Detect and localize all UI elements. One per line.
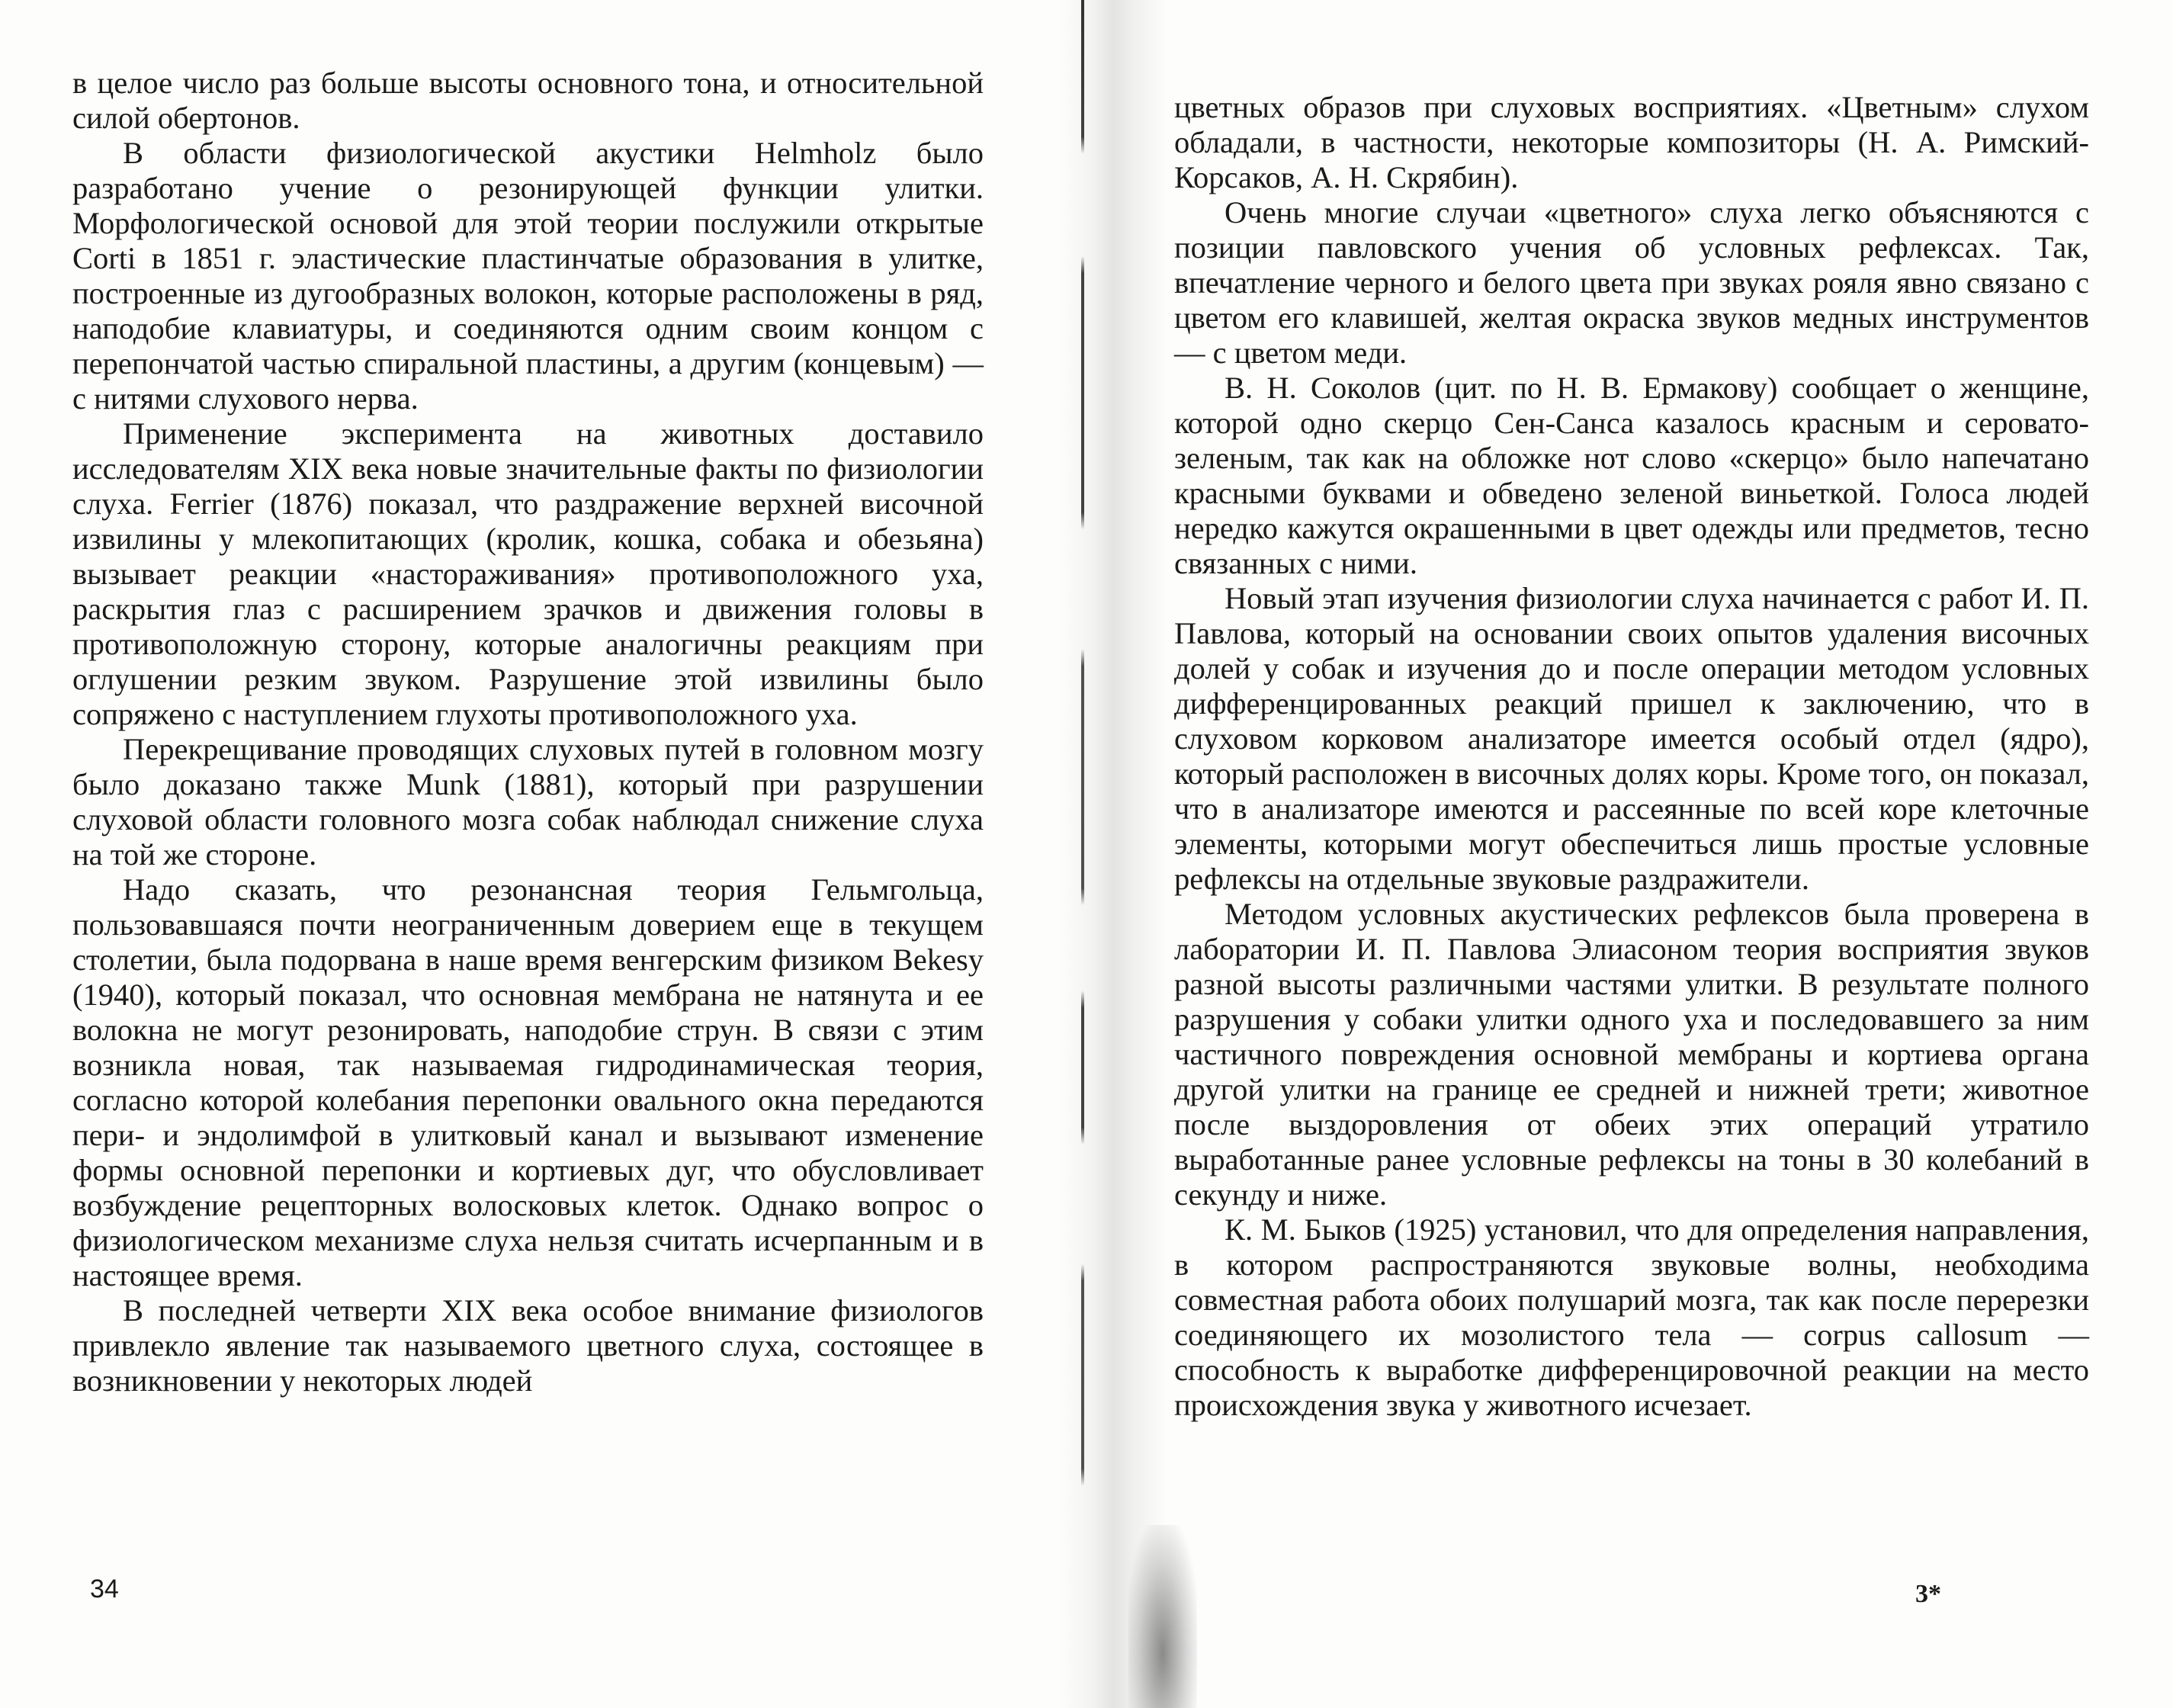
- paragraph: Надо сказать, что резонансная теория Гельмгольца, пользовавшаяся почти неограниченным доверием еще в текущем столетии, была подорвана в наше время венгерским физиком Bekesy (1940), который показал, что основная мембрана не натянута и ее волокна не могут резонировать, наподобие струн. В связи с этим возникла новая, так называемая гидродинамическая теория, согласно которой колебания перепонки овального окна передаются пери- и эндолимфой в улитковый канал и вызывают изменение формы основной перепонки и кортиевых дуг, что обусловливает возбуждение рецепторных волосковых клеток. Однако вопрос о физиологическом механизме слуха нельзя считать исчерпанным и в настоящее время.: [72, 872, 984, 1292]
- signature-mark: 3*: [1915, 1580, 1941, 1608]
- paragraph: В. Н. Соколов (цит. по Н. В. Ермакову) сообщает о женщине, которой одно скерцо Сен-Санса казалось красным и серовато-зеленым, так как на обложке нот слово «скерцо» было напечатано красными буквами и обведено зеленой виньеткой. Голоса людей нередко кажутся окрашенными в цвет одежды или предметов, тесно связанных с ними.: [1174, 371, 2089, 580]
- paragraph: В последней четверти XIX века особое внимание физиологов привлекло явление так называемого цветного слуха, состоящее в возникновении у некоторых людей: [72, 1293, 984, 1398]
- paragraph: В области физиологической акустики Helmholz было разработано учение о резонирующей функции улитки. Морфологической основой для этой теории послужили открытые Corti в 1851 г. эластические пластинчатые образования в улитке, построенные из дугообразных волокон, которые расположены в ряд, наподобие клавиатуры, и соединяются одним своим концом с перепончатой частью спиральной пластины, а другим (концевым) — с нитями слухового нерва.: [72, 136, 984, 416]
- right-page: [1106, 0, 2173, 1708]
- paragraph: Методом условных акустических рефлексов была проверена в лаборатории И. П. Павлова Элиасоном теория восприятия звуков разной высоты различными частями улитки. В результате полного разрушения у собаки улитки одного уха и последовавшего за ним частичного повреждения основной мембраны и кортиева органа другой улитки на границе ее средней и нижней трети; животное после выздоровления от обеих этих операций утратило выработанные ранее условные рефлексы на тоны в 30 колебаний в секунду и ниже.: [1174, 897, 2089, 1212]
- paragraph: Очень многие случаи «цветного» слуха легко объясняются с позиции павловского учения об условных рефлексах. Так, впечатление черного и белого цвета при звуках рояля явно связано с цветом его клавишей, желтая окраска звуков медных инструментов — с цветом меди.: [1174, 195, 2089, 370]
- page-number: 34: [90, 1575, 119, 1604]
- paragraph: в целое число раз больше высоты основного тона, и относительной силой обертонов.: [72, 66, 984, 135]
- right-page-text: [1174, 90, 2089, 1423]
- paragraph: К. М. Быков (1925) установил, что для определения направления, в котором распространяются звуковые волны, необходима совместная работа обоих полушарий мозга, так как после перерезки соединяющего их мозолистого тела — corpus callosum — способность к выработке дифференцировочной реакции на место происхождения звука у животного исчезает.: [1174, 1212, 2089, 1422]
- paragraph: Перекрещивание проводящих слуховых путей в головном мозгу было доказано также Munk (1881), который при разрушении слуховой области головного мозга собак наблюдал снижение слуха на той же стороне.: [72, 732, 984, 872]
- gutter-edge: [1081, 0, 1084, 1708]
- paragraph: цветных образов при слуховых восприятиях. «Цветным» слухом обладали, в частности, некоторые композиторы (Н. А. Римский-Корсаков, А. Н. Скрябин).: [1174, 90, 2089, 194]
- paragraph: Применение эксперимента на животных доставило исследователям XIX века новые значительные факты по физиологии слуха. Ferrier (1876) показал, что раздражение верхней височной извилины у млекопитающих (кролик, кошка, собака и обезьяна) вызывает реакции «настораживания» противоположного уха, раскрытия глаз с расширением зрачков и движения головы в противоположную сторону, которые аналогичны реакциям при оглушении резким звуком. Разрушение этой извилины было сопряжено с наступлением глухоты противоположного уха.: [72, 416, 984, 731]
- left-page-text: [72, 66, 984, 1398]
- paragraph: Новый этап изучения физиологии слуха начинается с работ И. П. Павлова, который на основании своих опытов удаления височных долей у собак и изучения до и после операции методом условных дифференцированных реакций пришел к заключению, что в слуховом корковом анализаторе имеется особый отдел (ядро), который расположен в височных долях коры. Кроме того, он показал, что в анализаторе имеются и рассеянные по всей коре клеточные элементы, которыми могут обеспечиться лишь простые условные рефлексы на отдельные звуковые раздражители.: [1174, 581, 2089, 896]
- left-page: [0, 0, 1067, 1708]
